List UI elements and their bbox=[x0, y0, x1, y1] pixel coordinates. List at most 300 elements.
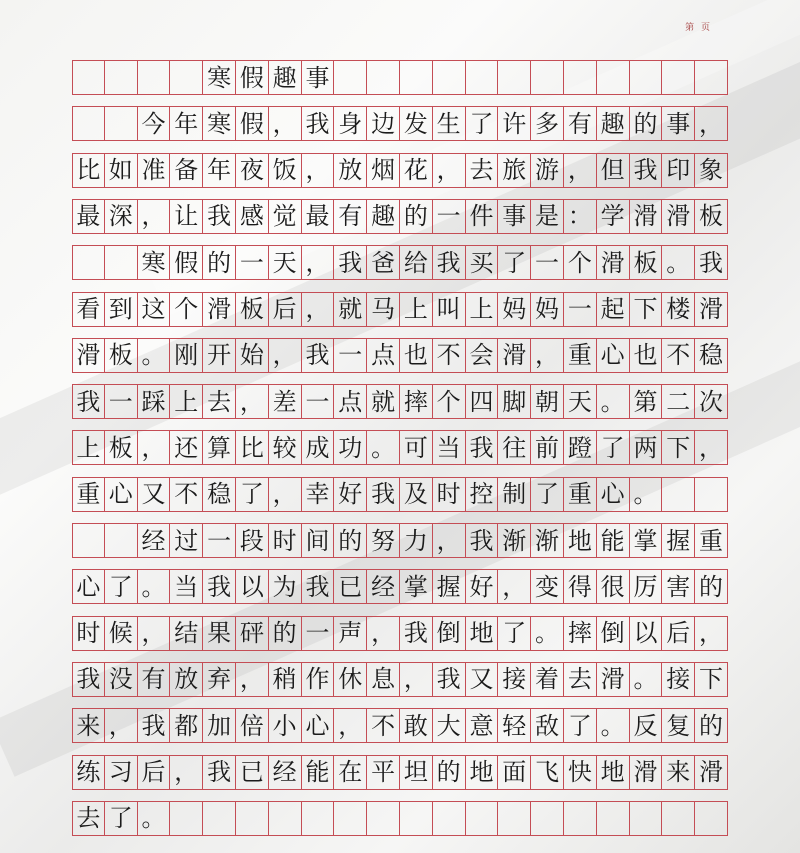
grid-cell: 好 bbox=[466, 570, 499, 603]
grid-cell bbox=[302, 802, 335, 835]
grid-cell: 去 bbox=[203, 385, 236, 418]
grid-cell: 我 bbox=[203, 200, 236, 233]
grid-cell: 敌 bbox=[531, 709, 564, 742]
grid-cell: 间 bbox=[302, 524, 335, 557]
grid-cell: 我 bbox=[302, 570, 335, 603]
grid-cell: ： bbox=[564, 200, 597, 233]
grid-cell bbox=[630, 61, 663, 94]
grid-cell: 事 bbox=[662, 107, 695, 140]
grid-cell: 滑 bbox=[630, 756, 663, 789]
grid-cell: 会 bbox=[466, 339, 499, 372]
grid-cell: 了 bbox=[597, 431, 630, 464]
grid-cell: 趣 bbox=[269, 61, 302, 94]
grid-cell: 板 bbox=[105, 431, 138, 464]
grid-cell bbox=[466, 802, 499, 835]
grid-cell: 地 bbox=[597, 756, 630, 789]
grid-cell: 深 bbox=[105, 200, 138, 233]
grid-cell: 能 bbox=[302, 756, 335, 789]
grid-cell: 以 bbox=[630, 617, 663, 650]
grid-cell: 息 bbox=[367, 663, 400, 696]
grid-cell: 生 bbox=[433, 107, 466, 140]
grid-cell bbox=[695, 802, 728, 835]
grid-cell: 准 bbox=[138, 154, 171, 187]
grid-cell: 假 bbox=[170, 246, 203, 279]
grid-cell: 了 bbox=[531, 478, 564, 511]
grid-cell: 妈 bbox=[531, 293, 564, 326]
grid-cell: 事 bbox=[302, 61, 335, 94]
grid-cell: 开 bbox=[203, 339, 236, 372]
grid-cell: 花 bbox=[400, 154, 433, 187]
grid-cell: 稍 bbox=[269, 663, 302, 696]
grid-row bbox=[72, 106, 728, 141]
grid-cell: 厉 bbox=[630, 570, 663, 603]
grid-cell: 倒 bbox=[433, 617, 466, 650]
grid-cell: 习 bbox=[105, 756, 138, 789]
grid-cell: 段 bbox=[236, 524, 269, 557]
grid-cell: ， bbox=[433, 154, 466, 187]
grid-cell: 轻 bbox=[498, 709, 531, 742]
grid-cell: ， bbox=[367, 617, 400, 650]
grid-cell: 往 bbox=[498, 431, 531, 464]
grid-cell: 滑 bbox=[630, 200, 663, 233]
grid-cell: 寒 bbox=[203, 107, 236, 140]
grid-cell: 游 bbox=[531, 154, 564, 187]
grid-cell: 滑 bbox=[203, 293, 236, 326]
grid-cell: 有 bbox=[334, 200, 367, 233]
grid-cell: ， bbox=[170, 756, 203, 789]
grid-cell: 好 bbox=[334, 478, 367, 511]
grid-cell: 去 bbox=[466, 154, 499, 187]
grid-cell: 已 bbox=[334, 570, 367, 603]
grid-cell: 滑 bbox=[72, 339, 105, 372]
grid-cell: 能 bbox=[597, 524, 630, 557]
grid-cell: 来 bbox=[662, 756, 695, 789]
grid-cell: 许 bbox=[498, 107, 531, 140]
grid-cell: 害 bbox=[662, 570, 695, 603]
grid-cell: 到 bbox=[105, 293, 138, 326]
grid-cell: 上 bbox=[400, 293, 433, 326]
grid-row bbox=[72, 801, 728, 836]
grid-cell: 给 bbox=[400, 246, 433, 279]
grid-cell: 事 bbox=[498, 200, 531, 233]
grid-cell: 我 bbox=[630, 154, 663, 187]
grid-cell: ， bbox=[695, 617, 728, 650]
grid-cell: 握 bbox=[662, 524, 695, 557]
grid-cell: 我 bbox=[433, 663, 466, 696]
grid-cell: 接 bbox=[498, 663, 531, 696]
grid-cell: 感 bbox=[236, 200, 269, 233]
grid-cell bbox=[105, 524, 138, 557]
grid-cell: 加 bbox=[203, 709, 236, 742]
grid-cell: 备 bbox=[170, 154, 203, 187]
grid-cell: 一 bbox=[433, 200, 466, 233]
grid-row bbox=[72, 430, 728, 465]
grid-cell: 滑 bbox=[662, 200, 695, 233]
grid-cell bbox=[597, 61, 630, 94]
grid-cell: 的 bbox=[695, 570, 728, 603]
grid-row bbox=[72, 153, 728, 188]
grid-cell: 有 bbox=[138, 663, 171, 696]
grid-cell bbox=[433, 802, 466, 835]
grid-cell: 幸 bbox=[302, 478, 335, 511]
grid-cell: 变 bbox=[531, 570, 564, 603]
grid-cell: 一 bbox=[302, 385, 335, 418]
grid-cell: 我 bbox=[433, 246, 466, 279]
grid-cell: 时 bbox=[433, 478, 466, 511]
grid-cell: 稳 bbox=[695, 339, 728, 372]
grid-cell: 。 bbox=[597, 709, 630, 742]
grid-cell: 我 bbox=[466, 431, 499, 464]
grid-cell: ， bbox=[105, 709, 138, 742]
grid-cell: 稳 bbox=[203, 478, 236, 511]
grid-cell: 也 bbox=[630, 339, 663, 372]
grid-cell bbox=[400, 61, 433, 94]
grid-cell: 比 bbox=[236, 431, 269, 464]
grid-cell: 踩 bbox=[138, 385, 171, 418]
grid-cell: 努 bbox=[367, 524, 400, 557]
grid-cell: 放 bbox=[334, 154, 367, 187]
grid-cell: 马 bbox=[367, 293, 400, 326]
grid-cell: 天 bbox=[269, 246, 302, 279]
grid-cell: 件 bbox=[466, 200, 499, 233]
grid-cell: 的 bbox=[269, 617, 302, 650]
grid-cell: 较 bbox=[269, 431, 302, 464]
grid-cell: 握 bbox=[433, 570, 466, 603]
grid-cell: ， bbox=[695, 431, 728, 464]
grid-cell bbox=[105, 246, 138, 279]
grid-cell: 是 bbox=[531, 200, 564, 233]
grid-cell: 板 bbox=[236, 293, 269, 326]
grid-cell: 。 bbox=[531, 617, 564, 650]
grid-cell: 我 bbox=[72, 663, 105, 696]
writing-grid bbox=[72, 60, 728, 850]
grid-cell: 点 bbox=[334, 385, 367, 418]
grid-cell: 板 bbox=[630, 246, 663, 279]
grid-cell: 。 bbox=[138, 802, 171, 835]
grid-cell: 。 bbox=[662, 246, 695, 279]
grid-cell: 我 bbox=[302, 339, 335, 372]
grid-cell bbox=[105, 61, 138, 94]
grid-cell: 朝 bbox=[531, 385, 564, 418]
grid-row bbox=[72, 245, 728, 280]
grid-cell: 经 bbox=[138, 524, 171, 557]
grid-cell: 就 bbox=[334, 293, 367, 326]
grid-cell: 第 bbox=[630, 385, 663, 418]
grid-cell: 下 bbox=[662, 431, 695, 464]
grid-cell bbox=[170, 802, 203, 835]
grid-cell: 过 bbox=[170, 524, 203, 557]
grid-cell: 蹬 bbox=[564, 431, 597, 464]
grid-cell: ， bbox=[433, 524, 466, 557]
grid-cell: 四 bbox=[466, 385, 499, 418]
grid-cell: 心 bbox=[597, 478, 630, 511]
grid-cell bbox=[531, 802, 564, 835]
grid-cell: 倍 bbox=[236, 709, 269, 742]
grid-cell: 地 bbox=[466, 756, 499, 789]
grid-cell: 夜 bbox=[236, 154, 269, 187]
grid-cell: 重 bbox=[695, 524, 728, 557]
grid-cell: 已 bbox=[236, 756, 269, 789]
grid-cell: 滑 bbox=[498, 339, 531, 372]
grid-cell: 我 bbox=[400, 617, 433, 650]
grid-cell: 这 bbox=[138, 293, 171, 326]
grid-cell: 次 bbox=[695, 385, 728, 418]
grid-cell: 后 bbox=[138, 756, 171, 789]
grid-cell: 以 bbox=[236, 570, 269, 603]
grid-cell: ， bbox=[138, 617, 171, 650]
grid-cell: 前 bbox=[531, 431, 564, 464]
grid-cell: 身 bbox=[334, 107, 367, 140]
grid-cell: 当 bbox=[170, 570, 203, 603]
grid-cell bbox=[498, 802, 531, 835]
grid-cell: 比 bbox=[72, 154, 105, 187]
grid-cell: 去 bbox=[72, 802, 105, 835]
grid-cell: 摔 bbox=[400, 385, 433, 418]
grid-cell: 飞 bbox=[531, 756, 564, 789]
grid-cell: 趣 bbox=[597, 107, 630, 140]
grid-cell: 练 bbox=[72, 756, 105, 789]
grid-cell: ， bbox=[695, 107, 728, 140]
grid-cell: 心 bbox=[302, 709, 335, 742]
grid-cell: 了 bbox=[498, 617, 531, 650]
grid-cell: 摔 bbox=[564, 617, 597, 650]
grid-cell: 不 bbox=[367, 709, 400, 742]
grid-cell: 象 bbox=[695, 154, 728, 187]
grid-cell: 印 bbox=[662, 154, 695, 187]
grid-cell: 都 bbox=[170, 709, 203, 742]
grid-cell: 上 bbox=[466, 293, 499, 326]
grid-cell: 倒 bbox=[597, 617, 630, 650]
grid-cell: 掌 bbox=[630, 524, 663, 557]
grid-cell: 休 bbox=[334, 663, 367, 696]
grid-cell: 发 bbox=[400, 107, 433, 140]
grid-cell: 。 bbox=[630, 478, 663, 511]
grid-cell: 假 bbox=[236, 107, 269, 140]
grid-cell: ， bbox=[564, 154, 597, 187]
grid-cell: 差 bbox=[269, 385, 302, 418]
grid-cell: 烟 bbox=[367, 154, 400, 187]
grid-cell: 当 bbox=[433, 431, 466, 464]
grid-cell: ， bbox=[302, 293, 335, 326]
grid-cell: ， bbox=[269, 107, 302, 140]
grid-cell: ， bbox=[498, 570, 531, 603]
grid-cell: 不 bbox=[662, 339, 695, 372]
grid-cell bbox=[531, 61, 564, 94]
grid-cell: 复 bbox=[662, 709, 695, 742]
grid-cell bbox=[72, 107, 105, 140]
grid-cell: 果 bbox=[203, 617, 236, 650]
grid-cell: 楼 bbox=[662, 293, 695, 326]
grid-cell: 妈 bbox=[498, 293, 531, 326]
grid-cell: 的 bbox=[433, 756, 466, 789]
grid-cell: 的 bbox=[400, 200, 433, 233]
grid-cell: 。 bbox=[597, 385, 630, 418]
grid-cell: 一 bbox=[203, 524, 236, 557]
grid-cell: 学 bbox=[597, 200, 630, 233]
grid-cell: 重 bbox=[564, 339, 597, 372]
grid-cell: 。 bbox=[630, 663, 663, 696]
grid-cell: 又 bbox=[466, 663, 499, 696]
grid-cell: 面 bbox=[498, 756, 531, 789]
grid-cell: 。 bbox=[138, 339, 171, 372]
grid-cell bbox=[72, 524, 105, 557]
grid-cell: ， bbox=[400, 663, 433, 696]
grid-cell: 。 bbox=[138, 570, 171, 603]
grid-cell: 今 bbox=[138, 107, 171, 140]
grid-cell: ， bbox=[302, 154, 335, 187]
grid-cell: 一 bbox=[531, 246, 564, 279]
grid-cell: 多 bbox=[531, 107, 564, 140]
grid-cell bbox=[564, 61, 597, 94]
grid-cell: 的 bbox=[630, 107, 663, 140]
grid-cell bbox=[170, 61, 203, 94]
grid-cell: 接 bbox=[662, 663, 695, 696]
grid-cell: 经 bbox=[367, 570, 400, 603]
grid-row bbox=[72, 338, 728, 373]
grid-cell bbox=[334, 61, 367, 94]
grid-cell: 渐 bbox=[531, 524, 564, 557]
grid-cell: 一 bbox=[334, 339, 367, 372]
grid-cell: 为 bbox=[269, 570, 302, 603]
grid-cell: 不 bbox=[433, 339, 466, 372]
grid-cell: 滑 bbox=[695, 293, 728, 326]
grid-cell bbox=[72, 246, 105, 279]
grid-cell: 天 bbox=[564, 385, 597, 418]
grid-cell: 买 bbox=[466, 246, 499, 279]
grid-cell: 个 bbox=[564, 246, 597, 279]
grid-cell: 后 bbox=[269, 293, 302, 326]
grid-cell: 刚 bbox=[170, 339, 203, 372]
page-number-label: 第 页 bbox=[685, 23, 712, 33]
grid-cell bbox=[662, 802, 695, 835]
grid-cell: 个 bbox=[170, 293, 203, 326]
grid-cell bbox=[564, 802, 597, 835]
grid-cell: 起 bbox=[597, 293, 630, 326]
grid-cell: 平 bbox=[367, 756, 400, 789]
grid-cell: 一 bbox=[105, 385, 138, 418]
grid-cell bbox=[334, 802, 367, 835]
grid-cell bbox=[597, 802, 630, 835]
grid-cell: 我 bbox=[72, 385, 105, 418]
grid-cell: 声 bbox=[334, 617, 367, 650]
grid-cell: 地 bbox=[564, 524, 597, 557]
grid-cell: 滑 bbox=[695, 756, 728, 789]
grid-cell: 经 bbox=[269, 756, 302, 789]
grid-cell: 就 bbox=[367, 385, 400, 418]
grid-cell: 心 bbox=[597, 339, 630, 372]
grid-cell: 一 bbox=[302, 617, 335, 650]
grid-cell bbox=[433, 61, 466, 94]
grid-cell bbox=[138, 61, 171, 94]
grid-row bbox=[72, 199, 728, 234]
grid-cell: 的 bbox=[695, 709, 728, 742]
grid-cell: 上 bbox=[72, 431, 105, 464]
grid-cell bbox=[105, 107, 138, 140]
grid-row bbox=[72, 569, 728, 604]
grid-cell: 了 bbox=[564, 709, 597, 742]
grid-cell: 板 bbox=[695, 200, 728, 233]
grid-cell: 得 bbox=[564, 570, 597, 603]
grid-cell: 最 bbox=[72, 200, 105, 233]
grid-cell: 我 bbox=[203, 756, 236, 789]
grid-row bbox=[72, 755, 728, 790]
grid-cell: 始 bbox=[236, 339, 269, 372]
grid-cell: 小 bbox=[269, 709, 302, 742]
grid-row bbox=[72, 662, 728, 697]
grid-cell: 年 bbox=[170, 107, 203, 140]
grid-cell: 砰 bbox=[236, 617, 269, 650]
grid-row bbox=[72, 708, 728, 743]
grid-cell: 时 bbox=[269, 524, 302, 557]
grid-cell: 一 bbox=[236, 246, 269, 279]
grid-cell: 看 bbox=[72, 293, 105, 326]
grid-cell: 渐 bbox=[498, 524, 531, 557]
grid-row bbox=[72, 477, 728, 512]
grid-cell: ， bbox=[531, 339, 564, 372]
grid-cell bbox=[367, 802, 400, 835]
grid-cell: 了 bbox=[236, 478, 269, 511]
grid-cell: 点 bbox=[367, 339, 400, 372]
grid-cell: 去 bbox=[564, 663, 597, 696]
grid-cell: ， bbox=[334, 709, 367, 742]
grid-cell bbox=[695, 478, 728, 511]
grid-cell: 滑 bbox=[597, 663, 630, 696]
grid-cell: 趣 bbox=[367, 200, 400, 233]
grid-row bbox=[72, 292, 728, 327]
grid-row bbox=[72, 616, 728, 651]
grid-cell bbox=[367, 61, 400, 94]
grid-cell: 的 bbox=[203, 246, 236, 279]
grid-cell: 地 bbox=[466, 617, 499, 650]
grid-cell: 弃 bbox=[203, 663, 236, 696]
grid-cell bbox=[236, 802, 269, 835]
grid-cell: 寒 bbox=[138, 246, 171, 279]
grid-cell: 算 bbox=[203, 431, 236, 464]
grid-cell: 我 bbox=[334, 246, 367, 279]
grid-cell: 了 bbox=[498, 246, 531, 279]
grid-cell: 重 bbox=[72, 478, 105, 511]
grid-cell bbox=[498, 61, 531, 94]
grid-cell: 力 bbox=[400, 524, 433, 557]
grid-cell: 着 bbox=[531, 663, 564, 696]
grid-cell: 个 bbox=[433, 385, 466, 418]
grid-cell: ， bbox=[236, 663, 269, 696]
grid-cell: 还 bbox=[170, 431, 203, 464]
grid-cell bbox=[695, 61, 728, 94]
grid-cell: 反 bbox=[630, 709, 663, 742]
grid-cell bbox=[466, 61, 499, 94]
grid-cell bbox=[72, 61, 105, 94]
grid-cell: 结 bbox=[170, 617, 203, 650]
grid-cell bbox=[630, 802, 663, 835]
grid-cell: 爸 bbox=[367, 246, 400, 279]
grid-cell: 饭 bbox=[269, 154, 302, 187]
grid-cell: 边 bbox=[367, 107, 400, 140]
grid-cell: 大 bbox=[433, 709, 466, 742]
grid-cell: 了 bbox=[105, 802, 138, 835]
grid-cell: 最 bbox=[302, 200, 335, 233]
grid-cell: 作 bbox=[302, 663, 335, 696]
grid-cell: 控 bbox=[466, 478, 499, 511]
grid-cell: 寒 bbox=[203, 61, 236, 94]
grid-cell bbox=[203, 802, 236, 835]
grid-cell: 如 bbox=[105, 154, 138, 187]
grid-cell: 但 bbox=[597, 154, 630, 187]
grid-cell: 脚 bbox=[498, 385, 531, 418]
grid-cell: 觉 bbox=[269, 200, 302, 233]
grid-cell: 让 bbox=[170, 200, 203, 233]
grid-cell: 重 bbox=[564, 478, 597, 511]
